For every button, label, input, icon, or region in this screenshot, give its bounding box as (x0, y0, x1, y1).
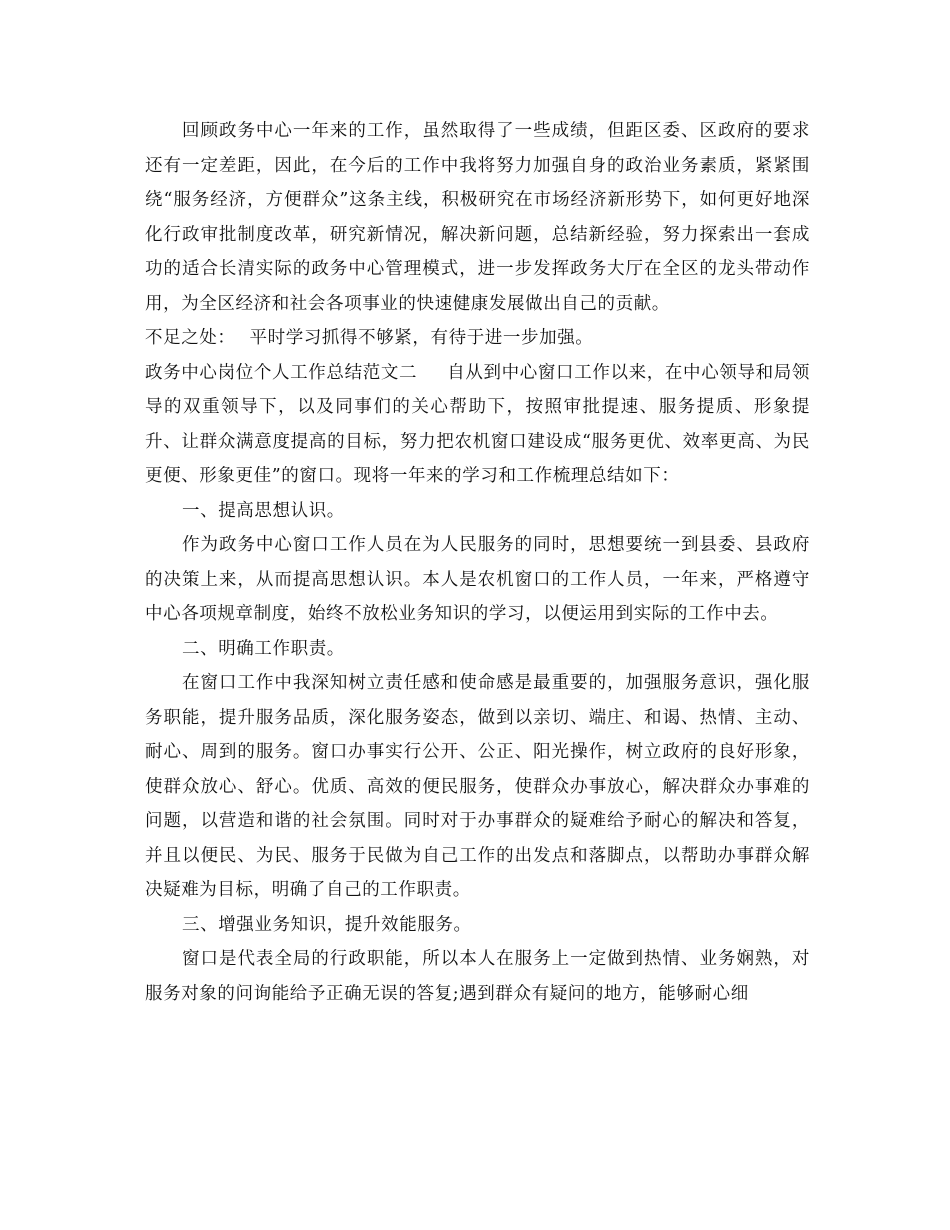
paragraph-shortcoming (145, 321, 810, 356)
heading-raise-awareness: 一、提高思想认识。 (182, 500, 345, 521)
section-title: 政务中心岗位个人工作总结范文二 (145, 362, 418, 383)
document-body (145, 114, 810, 1011)
paragraph-section-two (145, 356, 810, 494)
shortcoming-text: 平时学习抓得不够紧，有待于进一步加强。 (249, 328, 594, 348)
heading-clarify-duties: 二、明确工作职责。 (182, 638, 345, 659)
shortcoming-label: 不足之处： (145, 328, 236, 348)
heading-business-knowledge: 三、增强业务知识，提升效能服务。 (182, 914, 472, 935)
section-intro: 自从到中心窗口工作以来，在中心领导和局领导的双重领导下，以及同事们的关心帮助下，按照审批提速、服务提质、形象提升、让群众满意度提高的目标，努力把农机窗口建设成“服务更优、效率更高、为民更便、形象更佳”的窗口。现将一年来的学习和工作梳理总结如下： (145, 362, 811, 486)
paragraph-review: 回顾政务中心一年来的工作，虽然取得了一些成绩，但距区委、区政府的要求还有一定差距，因此，在今后的工作中我将努力加强自身的政治业务素质，紧紧围绕“服务经济，方便群众”这条主线，积极研究在市场经济新形势下，如何更好地深化行政审批制度改革，研究新情况，解决新问题，总结新经验，努力探索出一套成功的适合长清实际的政务中心管理模式，进一步发挥政务大厅在全区的龙头带动作用，为全区经济和社会各项事业的快速健康发展做出自己的贡献。 (145, 121, 810, 314)
paragraph-awareness: 作为政务中心窗口工作人员在为人民服务的同时，思想要统一到县委、县政府的决策上来，从而提高思想认识。本人是农机窗口的工作人员，一年来，严格遵守中心各项规章制度，始终不放松业务知识的学习，以便运用到实际的工作中去。 (145, 535, 810, 624)
paragraph-duties: 在窗口工作中我深知树立责任感和使命感是最重要的，加强服务意识，强化服务职能，提升服务品质，深化服务姿态，做到以亲切、端庄、和谒、热情、主动、耐心、周到的服务。窗口办事实行公开、公正、阳光操作，树立政府的良好形象，使群众放心、舒心。优质、高效的便民服务，使群众办事放心，解决群众办事难的问题，以营造和谐的社会氛围。同时对于办事群众的疑难给予耐心的解决和答复，并且以便民、为民、服务于民做为自己工作的出发点和落脚点，以帮助办事群众解决疑难为目标，明确了自己的工作职责。 (145, 673, 810, 900)
paragraph-business-knowledge: 窗口是代表全局的行政职能，所以本人在服务上一定做到热情、业务娴熟，对服务对象的问询能给予正确无误的答复;遇到群众有疑问的地方，能够耐心细 (145, 949, 810, 1004)
